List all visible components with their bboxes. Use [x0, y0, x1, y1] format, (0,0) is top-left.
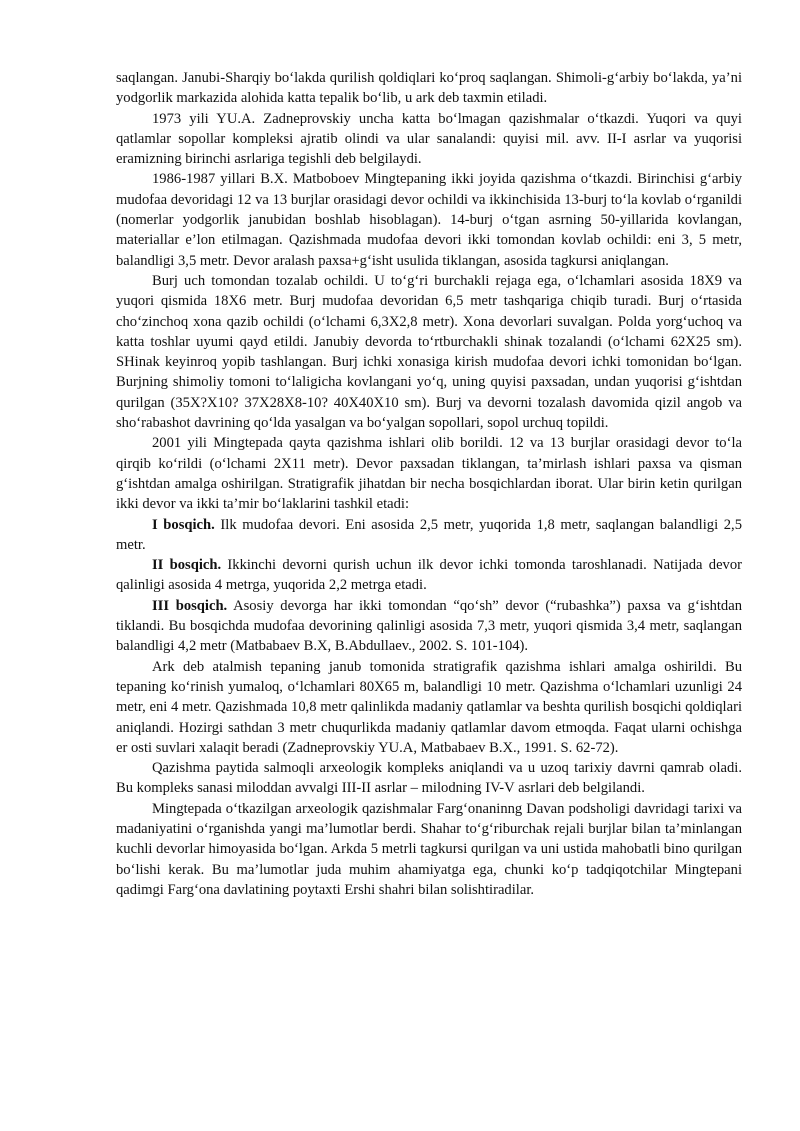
paragraph-stage-1	[116, 515, 742, 556]
paragraph-ark-excavation: Ark deb atalmish tepaning janub tomonida stratigrafik qazishma ishlari amalga oshirildi. Bu tepaning ko‘rinish yumaloq, o‘lchamlari 80X65 m, balandligi 10 metr. Qazishma o‘lchamlari uzunligi 24 metr, eni 4 metr. Qazishmada 10,8 metr qalinlikda madaniy qatlamlar va beshta qurilish bosqichi qoldiqlari aniqlandi. Hozirgi sathdan 3 metr chuqurlikda madaniy qatlamlar davom etmoqda. Faqat ularni ochishga er osti suvlari xalaqit beradi (Zadneprovskiy YU.A, Matbabaev B.X., 1991. S. 62-72).	[116, 658, 742, 756]
paragraph-continuation: saqlangan. Janubi-Sharqiy bo‘lakda qurilish qoldiqlari ko‘proq saqlangan. Shimoli-g‘arbiy bo‘lakda, ya’ni yodgorlik markazida alohida katta tepalik bo‘lib, u ark deb taxmin etiladi.	[116, 70, 742, 107]
paragraph-stage-2	[116, 555, 742, 596]
paragraph-1973-excavation: 1973 yili YU.A. Zadneprovskiy uncha katta bo‘lmagan qazishmalar o‘tkazdi. Yuqori va quyi qatlamlar sopollar kompleksi ajratib olindi va ular sanalandi: quyisi mil. avv. II-I asrlar va yuqorisi eramizning birinchi asrlariga tegishli deb belgilaydi.	[116, 110, 742, 168]
stage-2-heading: II bosqich.	[152, 557, 222, 574]
stage-2-text: Ikkinchi devorni qurish uchun ilk devor ichki tomonda taroshlanadi. Natijada devor qalinligi asosida 4 metrga, yuqorida 2,2 metrga etadi.	[116, 557, 742, 594]
stage-1-text: Ilk mudofaa devori. Eni asosida 2,5 metr, yuqorida 1,8 metr, saqlangan balandligi 2,5 metr.	[116, 516, 742, 553]
paragraph-tower-description: Burj uch tomondan tozalab ochildi. U to‘g‘ri burchakli rejaga ega, o‘lchamlari asosida 18X9 va yuqori qismida 18X6 metr. Burj mudofaa devoridan 6,5 metr tashqariga chiqib turadi. Burj o‘rtasida cho‘zinchoq xona qazib ochildi (o‘lchami 6,3X2,8 metr). Xona devorlari suvalgan. Polda yorg‘uchoq va katta toshlar uyumi qayd etildi. Janubiy devorda to‘rtburchakli shinak tozalandi (o‘lchami 62X25 sm). SHinak keyinroq yopib tashlangan. Burj ichki xonasiga kirish mudofaa devori ichki tomonidan bo‘lgan. Burjning shimoliy tomoni to‘laligicha kovlangani yo‘q, uning quyisi paxsadan, undan yuqorisi g‘ishtdan qurilgan (35X?X10? 37X28X8-10? 40X40X10 sm). Burj va devorni tozalash davomida qizil angob va sho‘rabashot davrining qo‘lda yasalgan va bo‘yalgan sopollari, sopol urchuq topildi.	[116, 272, 742, 432]
stage-3-text: Asosiy devorga har ikki tomondan “qo‘sh” devor (“rubashka”) paxsa va g‘ishtdan tiklandi. Bu bosqichda mudofaa devorining qalinligi asosida 7,3 metr, yuqori qismida 3,4 metr, saqlangan balandligi 4,2 metr (Matbabaev B.X, B.Abdullaev., 2002. S. 101-104).	[116, 597, 742, 655]
paragraph-1986-excavation: 1986-1987 yillari B.X. Matboboev Mingtepaning ikki joyida qazishma o‘tkazdi. Birinchisi g‘arbiy mudofaa devoridagi 12 va 13 burjlar orasidagi devor ochildi va ikkinchisida 13-burj to‘la kovlab o‘rganildi (nomerlar yodgorlik janubidan boshlab hisoblagan). 14-burj o‘tgan asrning 50-yillarida kovlangan, materiallar e’lon etilmagan. Qazishmada mudofaa devori ikki tomondan kovlab ochildi: eni 3, 5 metr, balandligi 3,5 metr. Devor aralash paxsa+g‘isht usulida tiklangan, asosida tagkursi aniqlangan.	[116, 171, 742, 269]
paragraph-stage-3	[116, 596, 742, 657]
stage-1-heading: I bosqich.	[152, 516, 215, 533]
document-page	[116, 68, 742, 900]
stage-3-heading: III bosqich.	[152, 597, 228, 614]
paragraph-archaeological-complex: Qazishma paytida salmoqli arxeologik kompleks aniqlandi va u uzoq tarixiy davrni qamrab oladi. Bu kompleks sanasi miloddan avvalgi III-II asrlar – milodning IV-V asrlari deb belgilandi.	[116, 760, 742, 797]
paragraph-2001-excavation: 2001 yili Mingtepada qayta qazishma ishlari olib borildi. 12 va 13 burjlar orasidagi devor to‘la qirqib ko‘rildi (o‘lchami 2X11 metr). Devor paxsadan tiklangan, ta’mirlash ishlari paxsa va qisman g‘ishtdan amalga oshirilgan. Stratigrafik jihatdan bir necha bosqichlardan iborat. Ular birin ketin qurilgan ikki devor va ikki ta’mir bo‘laklarini tashkil etadi:	[116, 435, 742, 513]
paragraph-conclusion: Mingtepada o‘tkazilgan arxeologik qazishmalar Farg‘onaninng Davan podsholigi davridagi tarixi va madaniyatini o‘rganishda yangi ma’lumotlar berdi. Shahar to‘g‘riburchak rejali burjlar bilan ta’minlangan kuchli devorlar himoyasida bo‘lgan. Arkda 5 metrli tagkursi qurilgan va uni ustida mahobatli bino qurilgan bo‘lishi kerak. Bu ma’lumotlar juda muhim ahamiyatga ega, chunki ko‘p tadqiqotchilar Mingtepani qadimgi Farg‘ona davlatining poytaxti Ershi shahri bilan solishtiradilar.	[116, 800, 742, 898]
